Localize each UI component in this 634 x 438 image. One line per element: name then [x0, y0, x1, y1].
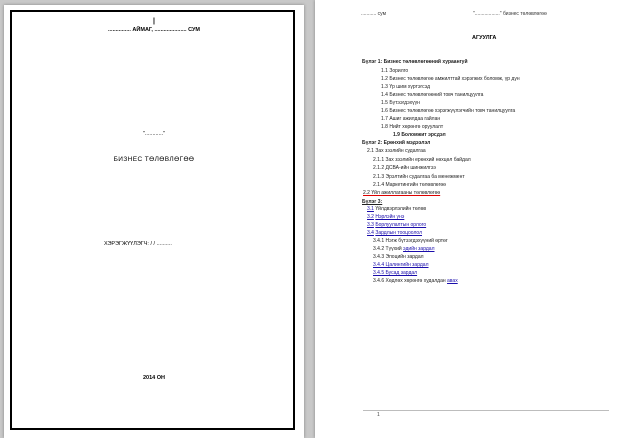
toc-link-text: Үйлдвэрлэлийн төлөв [375, 206, 427, 212]
header-right: ".................." бизнес төлөвлөгөө [473, 11, 547, 17]
toc-sub-plain: 3.4.3 Эпоцийн зардал [373, 254, 424, 260]
toc-sub-link[interactable]: 3.4.4 Цалингийн зардал [373, 262, 429, 268]
toc-item[interactable]: 1.1 Зорилго [381, 68, 409, 74]
cover-title: БИЗНЕС ТӨЛӨВЛӨГӨӨ [113, 156, 195, 163]
toc-sub-link[interactable]: 3.4.5 Бусад зардал [373, 270, 418, 276]
header-left: ........... сум [361, 11, 387, 17]
toc-item[interactable]: 1.2 Бизнес төлөвлөгөө амжилттай хэрэгжих боломж, үр дүн [381, 76, 520, 82]
toc-link-number[interactable]: 3.2 [367, 214, 374, 220]
toc-sub-item[interactable] [373, 262, 429, 269]
toc-item[interactable]: 2.1.1 Зах зээлийн ерөнхий нөхцөл байдал [373, 157, 471, 163]
toc-item[interactable]: 1.5 Бүтээгдэхүүн [381, 100, 420, 106]
business-name-placeholder: "............" [142, 131, 166, 137]
aimag-sum-line: ............... АЙМАГ, ..................... СУМ [107, 27, 200, 33]
toc-item[interactable]: 1.8 Нийт хөрөнгө оруулалт [381, 124, 444, 130]
cover-page [4, 5, 304, 438]
toc-link-item[interactable] [367, 206, 426, 213]
page-number: 1 [377, 412, 380, 418]
toc-sub-item[interactable] [373, 238, 448, 245]
toc-sub-item[interactable] [373, 278, 458, 285]
text-cursor[interactable]: | [153, 18, 155, 25]
toc-link-number[interactable]: 3.3 [367, 222, 374, 228]
toc-link-item[interactable] [367, 214, 404, 221]
toc-sub-plain: 3.4.6 Хөдлөх хөрөнгө худалдан [373, 278, 448, 284]
toc-subheading[interactable]: 2.1 Зах зээлийн судалгаа [367, 148, 426, 154]
cover-border-frame [10, 10, 295, 430]
toc-sub-item[interactable] [373, 246, 435, 253]
toc-sub-plain: 3.4.1 Нэгж бүтээгдэхүүний өртөг [373, 238, 448, 244]
toc-item-bold[interactable]: 1.9 Боломжит эрсдэл [393, 132, 446, 138]
toc-item[interactable]: 1.4 Бизнес төлөвлөгөөний товч танилцуулга [381, 92, 484, 98]
toc-sub-link[interactable]: авах [447, 278, 458, 284]
toc-sub-item[interactable] [373, 270, 417, 277]
toc-link-number[interactable]: 3.4 [367, 230, 374, 236]
toc-item[interactable]: 1.3 Үр шим хүртэгсэд [381, 84, 431, 90]
toc-heading: АГУУЛГА [472, 35, 497, 41]
implementer-line: ХЭРЭГЖҮҮЛЭГЧ: / / .......... [104, 241, 172, 247]
toc-sub-item[interactable] [373, 254, 424, 261]
toc-item[interactable]: 2.2 Үйл ажиллагааны төлөвлөгөө [363, 190, 441, 196]
toc-item[interactable]: 1.7 Ашиг ажилдаа гайлан [381, 116, 441, 122]
footer-rule [363, 410, 609, 411]
toc-page [315, 0, 634, 438]
toc-link-text[interactable]: Нэрлэйн үнэ [375, 214, 405, 220]
toc-item[interactable]: 2.1.3 Эрэлтийн судалгаа ба менежмент [373, 174, 465, 180]
toc-link-number[interactable]: 3.1 [367, 206, 374, 212]
toc-item[interactable]: 1.6 Бизнес төлөвлөгөө хэрэгжүүлэгчийн товч танилцуулга [381, 108, 516, 114]
toc-link-item[interactable] [367, 222, 426, 229]
cover-year: 2014 ОН [142, 375, 165, 381]
toc-sub-plain: 3.4.2 Түүхий [373, 246, 404, 252]
toc-item[interactable]: 2.1.4 Маркетингийн төлөвлөгөө [373, 182, 446, 188]
toc-sub-link[interactable]: эдийн зардал [403, 246, 435, 252]
toc-chapter-1[interactable]: Бүлэг 1: Бизнес төлөвлөгөөний хураангуй [362, 59, 468, 65]
toc-link-text[interactable]: Борлуулалтын орлого [375, 222, 427, 228]
toc-link-text[interactable]: Зардлын тооцоолол [375, 230, 423, 236]
toc-chapter-2[interactable]: Бүлэг 2: Ерөнхий мэдээлэл [362, 140, 431, 146]
toc-link-item[interactable] [367, 230, 422, 237]
toc-item[interactable]: 2.1.2 ДСВА-ийн шинжилгээ [373, 165, 436, 171]
toc-chapter-3[interactable]: Бүлэг 3: [362, 199, 383, 205]
